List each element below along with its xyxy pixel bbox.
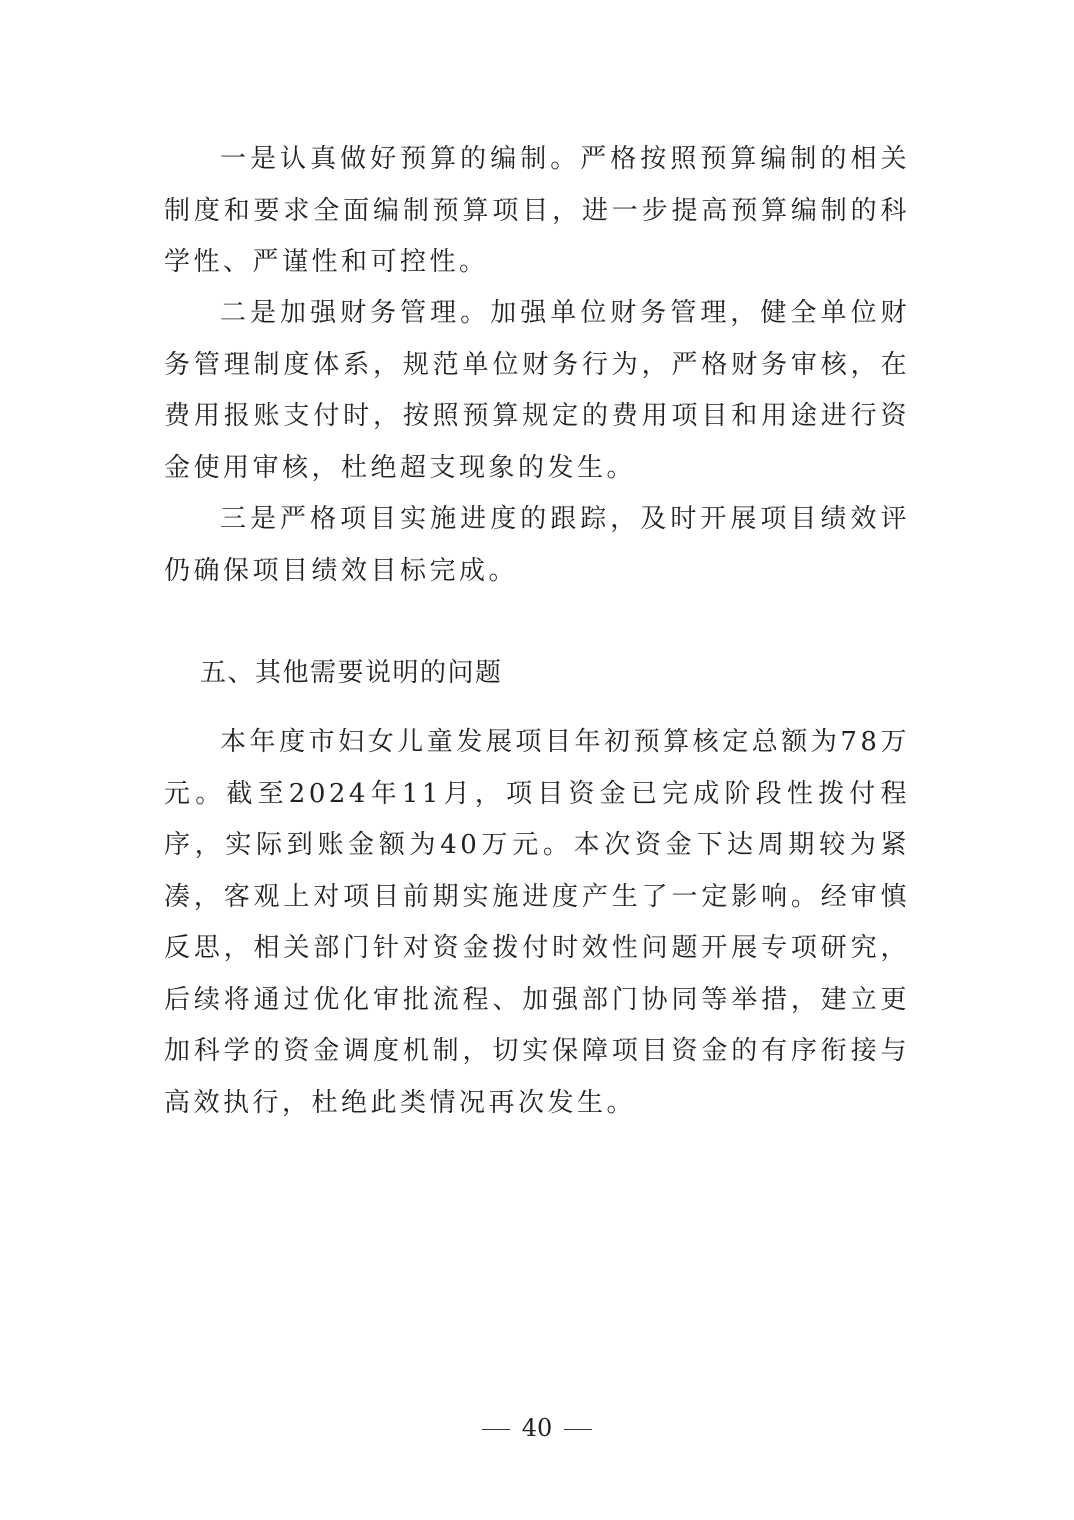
footer-dash-right: [564, 1429, 592, 1430]
footer-dash-left: [482, 1429, 510, 1430]
page-footer: [0, 1408, 1074, 1448]
paragraph-other-issues: 本年度市妇女儿童发展项目年初预算核定总额为78万元。截至2024年11月，项目资金已完成阶段性拨付程序，实际到账金额为40万元。本次资金下达周期较为紧凑，客观上对项目前期实施进度产生了一定影响。经审慎反思，相关部门针对资金拨付时效性问题开展专项研究，后续将通过优化审批流程、加强部门协同等举措，建立更加科学的资金调度机制，切实保障项目资金的有序衔接与高效执行，杜绝此类情况再次发生。: [164, 727, 910, 1118]
paragraph-budget-preparation: 一是认真做好预算的编制。严格按照预算编制的相关制度和要求全面编制预算项目，进一步提高预算编制的科学性、严谨性和可控性。: [164, 144, 910, 277]
paragraph-progress-tracking: 三是严格项目实施进度的跟踪，及时开展项目绩效评仍确保项目绩效目标完成。: [164, 504, 910, 586]
page-number: 40: [521, 1414, 553, 1442]
section-heading: 五、其他需要说明的问题: [200, 658, 503, 688]
paragraph-financial-management: 二是加强财务管理。加强单位财务管理，健全单位财务管理制度体系，规范单位财务行为，严格财务审核，在费用报账支付时，按照预算规定的费用项目和用途进行资金使用审核，杜绝超支现象的发生。: [164, 298, 910, 483]
